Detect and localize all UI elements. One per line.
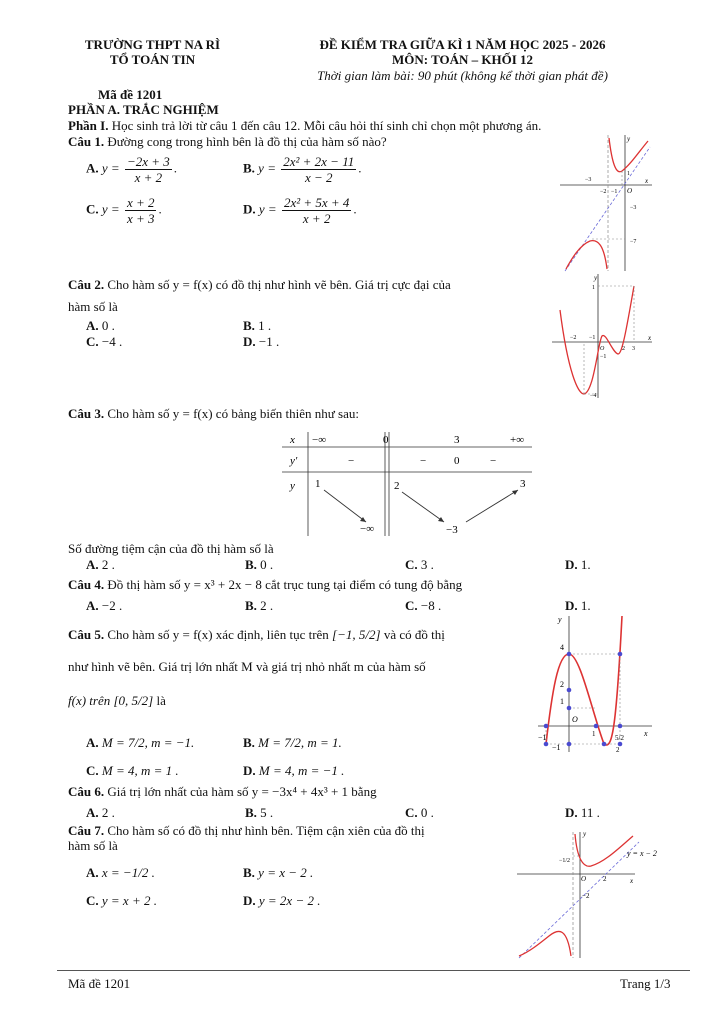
q5-tick-y-1: 1 [560,697,564,706]
question-4-text: Đồ thị hàm số y = x³ + 2x − 8 cắt trục tung tại điểm có tung độ bằng [107,577,463,592]
footer-divider [57,970,690,971]
q5-b-label: B. [243,735,255,750]
q1-option-a-fraction [125,154,172,185]
q7-option-b[interactable] [243,865,313,881]
q5-tick-x-52: 5/2 [615,734,624,742]
q5-point-ym1 [544,742,549,747]
exam-code: Mã đề 1201 [98,87,163,102]
vt-arrow-1 [324,490,366,522]
q2-tick-x-m1: −1 [589,335,596,341]
q7-x-label: x [630,877,634,885]
q5-c-label: C. [86,763,99,778]
q6-d-value: 11 . [580,805,600,820]
q7-a-label: A. [86,865,99,880]
q3-option-a[interactable] [86,557,115,573]
department-name: TỔ TOÁN TIN [109,52,196,67]
q5-c-value: M = 4, m = 1 . [101,763,179,778]
question-3-label: Câu 3. [68,406,105,421]
q5-tick-y-4: 4 [560,643,564,652]
part-intro [68,118,541,134]
q6-c-value: 0 . [420,805,434,820]
question-5-interval-1: [−1, 5/2] [332,627,381,642]
q2-tick-y-m1: −1 [600,354,607,360]
q3-b-value: 0 . [260,557,274,572]
q2-option-b[interactable] [243,318,271,334]
school-name: TRƯỜNG THPT NA RÌ [84,37,221,52]
q1-c-num: x + 2 [126,195,155,210]
q2-x-label: x [648,334,652,342]
q6-d-label: D. [565,805,578,820]
q7-asymptote-label: y = x − 2 [627,849,657,858]
vt-x-neg-inf: −∞ [312,434,327,446]
question-2-label: Câu 2. [68,277,105,292]
question-5-label: Câu 5. [68,627,105,642]
q5-tick-x-2: 2 [616,746,620,754]
q4-d-label: D. [565,598,578,613]
q7-option-d[interactable] [243,893,320,909]
q3-c-label: C. [405,557,418,572]
q2-d-label: D. [243,334,256,349]
q1-curve-left [566,241,607,269]
q1-a-num: −2x + 3 [126,154,170,169]
part-intro-text: Học sinh trả lời từ câu 1 đến câu 12. Mỗi câu hỏi thí sinh chỉ chọn một phương án. [111,118,542,133]
q5-tick-y-2: 2 [560,680,564,689]
q1-option-a[interactable] [86,154,177,185]
q6-a-value: 2 . [101,805,115,820]
q7-d-value: y = 2x − 2 . [258,893,321,908]
question-7-label: Câu 7. [68,823,105,838]
question-5-line-3 [68,693,166,709]
q3-d-value: 1. [580,557,591,572]
q1-tick-x-m2: −2 [600,189,607,195]
q5-b-value: M = 7/2, m = 1. [258,735,342,750]
question-6 [68,784,377,800]
footer-page-number: Trang 1/3 [620,976,671,991]
q2-option-a[interactable] [86,318,115,334]
vt-arrowhead-3 [512,490,518,495]
q2-tick-y-m4: −4 [590,393,597,399]
part-intro-label: Phần I. [68,118,109,133]
q5-point-x1 [594,724,599,729]
q4-c-label: C. [405,598,418,613]
question-5-text-3b: là [156,693,166,708]
q4-a-value: −2 . [101,598,123,613]
q7-y-label: y [583,830,587,838]
question-2-text: Cho hàm số y = f(x) có đồ thị như hình vẽ bên. Giá trị cực đại của [107,277,451,292]
q3-b-label: B. [245,557,257,572]
q6-b-label: B. [245,805,257,820]
q4-option-c[interactable] [405,598,441,614]
q6-option-c[interactable] [405,805,434,821]
q7-curve-right [575,834,633,866]
q6-c-label: C. [405,805,418,820]
q2-y-label: y [594,274,598,282]
q5-option-b[interactable] [243,735,342,751]
q1-y-label: y [627,135,631,143]
q2-tick-x-3: 3 [632,346,635,352]
q1-option-c-fraction [125,195,157,226]
q2-graph [550,272,655,400]
vt-y-label: y [290,480,295,492]
q5-d-value: M = 4, m = −1 . [258,763,345,778]
exam-title: ĐỀ KIỂM TRA GIỮA KÌ 1 NĂM HỌC 2025 - 2026 [319,37,606,52]
q1-option-c[interactable] [86,195,162,226]
q3-a-label: A. [86,557,99,572]
q2-tick-x-m2: −2 [570,335,577,341]
question-4 [68,577,462,593]
q5-a-value: M = 7/2, m = −1. [101,735,195,750]
q6-option-b[interactable] [245,805,273,821]
q5-point-xm1 [544,724,549,729]
q6-b-value: 5 . [260,805,274,820]
q7-oblique-asymptote [519,842,639,958]
q1-d-tail: . [353,201,357,217]
q7-b-value: y = x − 2 . [258,865,314,880]
q4-b-value: 2 . [260,598,274,613]
vt-sign-3: − [490,455,497,467]
question-5-interval-2: [0, 5/2] [113,693,154,708]
q7-origin-label: O [581,875,587,883]
question-3-text: Cho hàm số y = f(x) có bảng biến thiên như sau: [107,406,359,421]
q1-c-tail: . [158,201,162,217]
vt-y-m3: −3 [446,524,458,536]
q1-tick-x-m1: −1 [611,189,618,195]
q2-c-label: C. [86,334,99,349]
q7-a-value: x = −1/2 . [101,865,155,880]
q1-option-c-label: C. [86,201,99,217]
q6-option-a[interactable] [86,805,115,821]
vt-yprime-label: y′ [290,455,298,467]
q5-point-axis-m1 [567,742,572,747]
q3-d-label: D. [565,557,578,572]
q1-tick-y-m7: −7 [630,239,637,245]
q2-option-c[interactable] [86,334,122,350]
question-5 [68,627,445,643]
q5-graph [536,612,656,754]
exam-time: Thời gian làm bài: 90 phút (không kể thời gian phát đề) [317,68,608,83]
q1-option-b-lhs: y = [258,160,276,176]
q1-option-d[interactable] [243,195,357,226]
q7-option-a[interactable] [86,865,155,881]
q4-d-value: 1. [580,598,591,613]
q5-option-d[interactable] [243,763,344,779]
q5-origin-label: O [572,715,578,724]
question-5-text-2: như hình vẽ bên. Giá trị lớn nhất M và giá trị nhỏ nhất m của hàm số [68,659,426,674]
vt-sign-zero: 0 [454,455,460,467]
question-7-text: Cho hàm số có đồ thị như hình bên. Tiệm cận xiên của đồ thị [107,823,425,838]
q5-y-label: y [558,615,562,624]
q3-option-b[interactable] [245,557,273,573]
q7-option-c[interactable] [86,893,157,909]
q2-c-value: −4 . [101,334,123,349]
q1-tick-x-m3: −3 [585,177,592,183]
vt-sign-1: − [348,455,355,467]
q4-c-value: −8 . [420,598,442,613]
q4-option-a[interactable] [86,598,122,614]
variation-table [280,430,535,538]
q1-d-den: x + 2 [302,211,331,226]
question-1 [68,134,387,150]
q3-a-value: 2 . [101,557,115,572]
q7-c-value: y = x + 2 . [101,893,157,908]
q5-d-label: D. [243,763,256,778]
vt-x-label: x [290,434,295,446]
q7-tick-y-m2: −2 [582,892,590,900]
q1-b-tail: . [358,160,362,176]
vt-y-2: 2 [394,480,400,492]
q7-graph [515,828,675,963]
q3-question: Số đường tiệm cận của đồ thị hàm số là [68,541,274,556]
q5-x-label: x [644,729,648,738]
vt-y-3: 3 [520,478,526,490]
vt-sign-2: − [420,455,427,467]
q5-a-label: A. [86,735,99,750]
q7-c-label: C. [86,893,99,908]
q2-b-value: 1 . [258,318,272,333]
question-1-label: Câu 1. [68,134,105,149]
question-6-text: Giá trị lớn nhất của hàm số y = −3x⁴ + 4x³ + 1 bằng [107,784,377,799]
part-title: PHẦN A. TRẮC NGHIỆM [68,102,219,117]
q1-option-d-label: D. [243,201,256,217]
q5-point-2 [567,688,572,693]
question-7 [68,823,425,839]
q4-option-b[interactable] [245,598,273,614]
footer-exam-code: Mã đề 1201 [68,976,131,991]
vt-y-1: 1 [315,478,321,490]
q1-option-b[interactable] [243,154,362,185]
q1-option-c-lhs: y = [101,201,120,217]
exam-subject: MÔN: TOÁN – KHỐI 12 [391,52,534,67]
q5-point-1 [567,706,572,711]
q1-a-tail: . [173,160,178,176]
vt-x-pos-inf: +∞ [510,434,525,446]
q4-b-label: B. [245,598,257,613]
q5-tick-x-1: 1 [592,730,596,738]
q7-tick-x-2: 2 [603,875,607,883]
q2-d-value: −1 . [258,334,280,349]
q5-point-end [618,652,623,657]
question-5-text-1b: và có đồ thị [383,627,445,642]
q2-option-d[interactable] [243,334,279,350]
q1-tick-y-m3: −3 [630,205,637,211]
q1-a-den: x + 2 [134,170,163,185]
vt-arrowhead-2 [438,517,444,522]
q2-origin-label: O [600,346,605,352]
question-4-label: Câu 4. [68,577,105,592]
q5-tick-y-m1: −1 [552,743,561,752]
question-1-text: Đường cong trong hình bên là đồ thị của hàm số nào? [107,134,387,149]
q1-oblique-asymptote [565,147,650,271]
vt-x-3: 3 [454,434,460,446]
q1-d-num: 2x² + 5x + 4 [283,195,350,210]
q1-option-a-label: A. [86,160,99,176]
q1-x-label: x [645,177,649,185]
q1-option-d-lhs: y = [258,201,277,217]
question-5-text-3a: f(x) trên [68,693,111,708]
q1-curve-right [609,138,648,172]
q6-option-d[interactable] [565,805,600,821]
vt-y-neg-inf: −∞ [360,523,375,535]
q1-c-den: x + 3 [126,211,155,226]
question-5-text-1: Cho hàm số y = f(x) xác định, liên tục trên [107,627,329,642]
q2-tick-y-1: 1 [592,285,595,291]
q1-option-b-label: B. [243,160,255,176]
q3-c-value: 3 . [420,557,434,572]
q1-graph [560,133,655,273]
q5-point-min [602,742,607,747]
q3-option-c[interactable] [405,557,434,573]
q5-point-x52 [618,724,623,729]
question-2-text-2: hàm số là [68,299,118,314]
q1-b-den: x − 2 [304,170,333,185]
q1-b-num: 2x² + 2x − 11 [283,154,355,169]
q2-a-label: A. [86,318,99,333]
vt-arrow-2 [402,492,444,522]
q7-b-label: B. [243,865,255,880]
q5-point-max [567,652,572,657]
question-6-label: Câu 6. [68,784,105,799]
q2-tick-x-2: 2 [622,346,625,352]
q1-option-a-lhs: y = [101,160,120,176]
question-2 [68,277,451,293]
q7-tick-x-half: −1/2 [559,858,571,864]
vt-arrow-3 [466,490,518,522]
q1-option-d-fraction [282,195,351,226]
question-7-text-2: hàm số là [68,838,118,853]
question-3 [68,406,359,422]
q5-option-a[interactable] [86,735,194,751]
q1-origin-label: O [627,187,633,195]
q7-d-label: D. [243,893,256,908]
q2-a-value: 0 . [101,318,115,333]
q5-tick-x-m1: −1 [538,733,547,742]
q5-option-c[interactable] [86,763,179,779]
q1-tick-y-1: 1 [627,171,630,177]
q7-curve-left [519,931,571,956]
q1-option-b-fraction [281,154,356,185]
vt-x-0: 0 [383,434,389,446]
q2-b-label: B. [243,318,255,333]
q6-a-label: A. [86,805,99,820]
q4-a-label: A. [86,598,99,613]
q3-option-d[interactable] [565,557,591,573]
